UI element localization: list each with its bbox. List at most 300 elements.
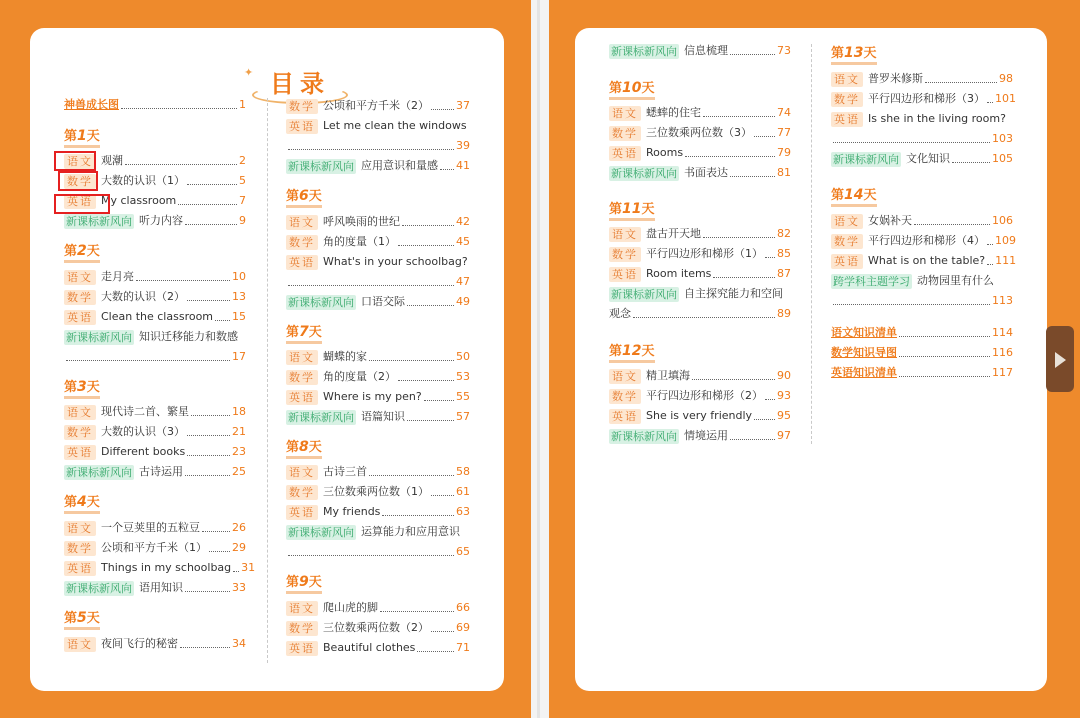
subject-tag: 新课标新风向 <box>611 166 677 180</box>
page-number: 71 <box>456 641 470 654</box>
subject-tag: 数学 <box>64 174 96 189</box>
leader-dots <box>233 571 239 572</box>
column-divider <box>811 44 812 444</box>
leader-dots <box>288 555 454 556</box>
page-number: 2 <box>239 154 246 167</box>
leader-dots <box>987 244 993 245</box>
subject-tag: 新课标新风向 <box>611 429 677 443</box>
leader-dots <box>914 224 990 225</box>
page-number: 26 <box>232 521 246 534</box>
toc-entry[interactable] <box>64 287 246 307</box>
leader-dots <box>187 300 230 301</box>
page-number: 5 <box>239 174 246 187</box>
leader-dots <box>899 376 990 377</box>
page-number: 39 <box>456 139 470 152</box>
subject-tag: 数学 <box>831 234 863 249</box>
leader-dots <box>369 475 454 476</box>
page-number: 17 <box>232 350 246 363</box>
entry-label-continued: 观念 <box>609 307 631 320</box>
leader-dots <box>424 400 454 401</box>
subject-tag: 数学 <box>64 541 96 556</box>
day-heading: 第1天 <box>64 128 100 148</box>
subject-tag: 新课标新风向 <box>66 581 132 595</box>
page-number: 1 <box>239 98 246 111</box>
toc-entry[interactable] <box>831 363 1013 383</box>
entry-label: 平行四边形和梯形（4） <box>868 234 985 247</box>
leader-dots <box>925 82 997 83</box>
toc-entry[interactable] <box>609 163 791 183</box>
entry-label: 精卫填海 <box>646 369 690 382</box>
leader-dots <box>209 551 230 552</box>
page-number: 89 <box>777 307 791 320</box>
page-number: 18 <box>232 405 246 418</box>
subject-tag: 语文 <box>64 154 96 169</box>
subject-tag: 语文 <box>64 521 96 536</box>
subject-tag: 英语 <box>64 445 96 460</box>
annotation-box-shuxue <box>58 171 98 191</box>
leader-dots <box>136 280 230 281</box>
subject-tag: 新课标新风向 <box>288 410 354 424</box>
toc-entry[interactable] <box>64 402 246 422</box>
entry-label: 古诗运用 <box>139 465 183 478</box>
leader-dots <box>730 176 775 177</box>
subject-tag: 英语 <box>831 254 863 269</box>
day-heading: 第6天 <box>286 188 322 208</box>
page-number: 97 <box>777 429 791 442</box>
page-number: 61 <box>456 485 470 498</box>
subject-tag: 英语 <box>831 112 863 127</box>
entry-label: My classroom <box>101 194 177 207</box>
leader-dots <box>288 285 454 286</box>
page-number: 116 <box>992 346 1013 359</box>
leader-dots <box>369 360 454 361</box>
toc-entry[interactable] <box>831 343 1013 363</box>
right-page <box>575 28 1047 691</box>
subject-tag: 英语 <box>609 267 641 282</box>
subject-tag: 语文 <box>64 405 96 420</box>
leader-dots <box>899 336 990 337</box>
page-number: 98 <box>999 72 1013 85</box>
page-spine <box>531 0 549 718</box>
leader-dots <box>899 356 990 357</box>
subject-tag: 数学 <box>64 290 96 305</box>
day-heading: 第8天 <box>286 439 322 459</box>
day-heading: 第11天 <box>609 201 655 221</box>
toc-entry[interactable] <box>831 271 1013 291</box>
entry-label: 平行四边形和梯形（1） <box>646 247 763 260</box>
subject-tag: 英语 <box>64 561 96 576</box>
toc-entry[interactable] <box>609 406 791 426</box>
toc-entry[interactable] <box>609 264 791 284</box>
leader-dots <box>685 156 775 157</box>
toc-entry-continuation[interactable] <box>286 136 470 156</box>
entry-label: 动物园里有什么 <box>917 274 994 287</box>
toc-entry[interactable] <box>831 109 1013 129</box>
page-number: 15 <box>232 310 246 323</box>
page-number: 63 <box>456 505 470 518</box>
page-number: 25 <box>232 465 246 478</box>
entry-label: 信息梳理 <box>684 44 728 57</box>
subject-tag: 语文 <box>286 601 318 616</box>
leader-dots <box>187 184 237 185</box>
next-page-button[interactable] <box>1046 326 1074 392</box>
subject-tag: 英语 <box>64 194 96 209</box>
toc-entry-continuation[interactable] <box>64 347 246 367</box>
entry-label: 数学知识导图 <box>831 346 897 359</box>
entry-label: 神兽成长图 <box>64 98 119 111</box>
subject-tag: 跨学科主题学习 <box>833 274 910 288</box>
page-title: 目录 <box>270 70 330 98</box>
entry-label: What's in your schoolbag? <box>323 255 468 268</box>
leader-dots <box>407 305 454 306</box>
page-number: 103 <box>992 132 1013 145</box>
entry-label: Things in my schoolbag <box>101 561 232 574</box>
entry-label: 大数的认识（3） <box>101 425 185 438</box>
subject-tag: 新课标新风向 <box>66 330 132 344</box>
leader-dots <box>407 420 454 421</box>
subject-tag: 语文 <box>831 214 863 229</box>
page-number: 49 <box>456 295 470 308</box>
sparkle-icon: ✦ <box>244 66 254 79</box>
leader-dots <box>125 164 237 165</box>
subject-tag: 数学 <box>286 621 318 636</box>
entry-label: Rooms <box>646 146 684 159</box>
leader-dots <box>833 142 990 143</box>
entry-label: 大数的认识（1） <box>101 174 185 187</box>
page-number: 90 <box>777 369 791 382</box>
subject-tag: 语文 <box>609 369 641 384</box>
entry-label: 平行四边形和梯形（3） <box>868 92 985 105</box>
leader-dots <box>833 304 990 305</box>
page-number: 117 <box>992 366 1013 379</box>
page-number: 13 <box>232 290 246 303</box>
toc-entry[interactable] <box>286 367 470 387</box>
entry-label: 应用意识和量感 <box>361 159 438 172</box>
subject-tag: 新课标新风向 <box>833 152 899 166</box>
entry-label: 走月亮 <box>101 270 134 283</box>
toc-entry[interactable] <box>64 442 246 462</box>
day-heading: 第10天 <box>609 80 655 100</box>
subject-tag: 新课标新风向 <box>66 214 132 228</box>
toc-entry[interactable] <box>831 89 1016 109</box>
entry-label: 情境运用 <box>684 429 728 442</box>
page-number: 114 <box>992 326 1013 339</box>
leader-dots <box>987 264 993 265</box>
subject-tag: 英语 <box>286 390 318 405</box>
toc-entry[interactable] <box>286 598 470 618</box>
subject-tag: 新课标新风向 <box>611 44 677 58</box>
toc-entry[interactable] <box>286 347 470 367</box>
toc-entry[interactable] <box>286 638 470 658</box>
page-number: 41 <box>456 159 470 172</box>
leader-dots <box>66 360 230 361</box>
toc-entry[interactable] <box>64 518 246 538</box>
page-number: 66 <box>456 601 470 614</box>
subject-tag: 数学 <box>64 425 96 440</box>
entry-label: 语用知识 <box>139 581 183 594</box>
entry-label: She is very friendly <box>646 409 753 422</box>
toc-entry[interactable] <box>609 41 791 61</box>
entry-label: 英语知识清单 <box>831 366 897 379</box>
toc-entry[interactable] <box>64 211 246 231</box>
leader-dots <box>952 162 990 163</box>
subject-tag: 语文 <box>609 106 641 121</box>
subject-tag: 语文 <box>64 270 96 285</box>
toc-entry-continuation[interactable] <box>286 542 470 562</box>
toc-entry[interactable] <box>64 462 246 482</box>
page-number: 93 <box>777 389 791 402</box>
subject-tag: 语文 <box>64 637 96 652</box>
leader-dots <box>187 435 230 436</box>
page-number: 87 <box>777 267 791 280</box>
leader-dots <box>431 109 454 110</box>
toc-entry[interactable] <box>286 252 470 272</box>
subject-tag: 语文 <box>286 350 318 365</box>
leader-dots <box>380 611 454 612</box>
page-number: 29 <box>232 541 246 554</box>
day-heading: 第5天 <box>64 610 100 630</box>
left-page <box>30 28 504 691</box>
entry-label: 语篇知识 <box>361 410 405 423</box>
toc-entry[interactable] <box>609 224 791 244</box>
leader-dots <box>765 399 775 400</box>
entry-label: 蟋蟀的住宅 <box>646 106 701 119</box>
toc-entry[interactable] <box>286 407 470 427</box>
subject-tag: 新课标新风向 <box>611 287 677 301</box>
subject-tag: 英语 <box>609 409 641 424</box>
page-number: 42 <box>456 215 470 228</box>
entry-label: 观潮 <box>101 154 123 167</box>
entry-label: 现代诗二首、繁星 <box>101 405 189 418</box>
page-number: 109 <box>995 234 1016 247</box>
day-heading: 第13天 <box>831 45 877 65</box>
leader-dots <box>713 277 775 278</box>
entry-label: 听力内容 <box>139 214 183 227</box>
entry-label: 三位数乘两位数（1） <box>323 485 429 498</box>
toc-entry[interactable] <box>831 323 1013 343</box>
chevron-right-icon <box>1055 352 1066 368</box>
day-heading: 第4天 <box>64 494 100 514</box>
day-heading: 第12天 <box>609 343 655 363</box>
entry-label: 公顷和平方千米（1） <box>101 541 207 554</box>
leader-dots <box>431 495 454 496</box>
page-number: 57 <box>456 410 470 423</box>
page-number: 106 <box>992 214 1013 227</box>
leader-dots <box>180 647 230 648</box>
day-heading: 第3天 <box>64 379 100 399</box>
page-number: 81 <box>777 166 791 179</box>
toc-entry[interactable] <box>286 522 470 542</box>
page-number: 69 <box>456 621 470 634</box>
page-number: 74 <box>777 106 791 119</box>
subject-tag: 数学 <box>831 92 863 107</box>
page-number: 111 <box>995 254 1017 267</box>
toc-entry[interactable] <box>64 558 256 578</box>
toc-entry-continuation[interactable] <box>831 129 1013 149</box>
day-heading: 第7天 <box>286 324 322 344</box>
leader-dots <box>121 108 237 109</box>
page-number: 105 <box>992 152 1013 165</box>
day-heading: 第14天 <box>831 187 877 207</box>
leader-dots <box>398 380 454 381</box>
entry-label: 蝴蝶的家 <box>323 350 367 363</box>
entry-label: 语文知识清单 <box>831 326 897 339</box>
leader-dots <box>633 317 775 318</box>
leader-dots <box>202 531 230 532</box>
toc-entry[interactable] <box>286 462 470 482</box>
entry-label: 文化知识 <box>906 152 950 165</box>
page-number: 85 <box>777 247 791 260</box>
leader-dots <box>692 379 775 380</box>
entry-label: Where is my pen? <box>323 390 422 403</box>
leader-dots <box>754 419 775 420</box>
subject-tag: 英语 <box>64 310 96 325</box>
toc-entry[interactable] <box>831 149 1013 169</box>
subject-tag: 数学 <box>609 247 641 262</box>
page-number: 34 <box>232 637 246 650</box>
leader-dots <box>215 320 230 321</box>
toc-entry[interactable] <box>831 231 1016 251</box>
subject-tag: 英语 <box>286 119 318 134</box>
toc-entry-continuation[interactable] <box>831 291 1013 311</box>
toc-entry[interactable] <box>609 366 791 386</box>
entry-label: Different books <box>101 445 186 458</box>
leader-dots <box>398 245 454 246</box>
subject-tag: 英语 <box>286 505 318 520</box>
entry-label: 角的度量（1） <box>323 235 396 248</box>
entry-label: 知识迁移能力和数感 <box>139 330 238 343</box>
page-number: 77 <box>777 126 791 139</box>
page-number: 37 <box>456 99 470 112</box>
page-number: 9 <box>239 214 246 227</box>
entry-label: 呼风唤雨的世纪 <box>323 215 400 228</box>
toc-entry[interactable] <box>286 292 470 312</box>
toc-entry[interactable] <box>609 426 791 446</box>
toc-entry[interactable] <box>609 143 791 163</box>
page-number: 10 <box>232 270 246 283</box>
day-heading: 第2天 <box>64 243 100 263</box>
entry-label: 一个豆荚里的五粒豆 <box>101 521 200 534</box>
toc-entry[interactable] <box>64 267 246 287</box>
subject-tag: 语文 <box>286 215 318 230</box>
subject-tag: 数学 <box>286 99 318 114</box>
subject-tag: 英语 <box>286 641 318 656</box>
subject-tag: 新课标新风向 <box>66 465 132 479</box>
toc-entry[interactable] <box>286 482 470 502</box>
leader-dots <box>187 455 230 456</box>
leader-dots <box>185 224 237 225</box>
page-number: 50 <box>456 350 470 363</box>
subject-tag: 数学 <box>609 126 641 141</box>
toc-entry[interactable] <box>831 251 1017 271</box>
toc-entry[interactable] <box>64 327 246 347</box>
entry-label: 平行四边形和梯形（2） <box>646 389 763 402</box>
toc-entry[interactable] <box>64 307 246 327</box>
subject-tag: 数学 <box>609 389 641 404</box>
page-number: 45 <box>456 235 470 248</box>
toc-entry[interactable] <box>64 578 246 598</box>
toc-entry[interactable] <box>286 96 470 116</box>
entry-label: 大数的认识（2） <box>101 290 185 303</box>
page-number: 95 <box>777 409 791 422</box>
toc-entry[interactable] <box>64 538 246 558</box>
toc-entry[interactable] <box>64 634 246 654</box>
leader-dots <box>987 102 993 103</box>
column-divider <box>267 98 268 663</box>
toc-entry[interactable] <box>286 116 470 136</box>
page-number: 73 <box>777 44 791 57</box>
entry-label: 公顷和平方千米（2） <box>323 99 429 112</box>
entry-label: 书面表达 <box>684 166 728 179</box>
page-number: 82 <box>777 227 791 240</box>
entry-label: 古诗三首 <box>323 465 367 478</box>
toc-entry[interactable] <box>286 212 470 232</box>
subject-tag: 数学 <box>286 370 318 385</box>
subject-tag: 新课标新风向 <box>288 159 354 173</box>
toc-entry[interactable] <box>609 103 791 123</box>
subject-tag: 数学 <box>286 235 318 250</box>
leader-dots <box>402 225 454 226</box>
toc-entry-continuation[interactable] <box>609 304 791 324</box>
entry-label: My friends <box>323 505 381 518</box>
toc-entry[interactable] <box>831 211 1013 231</box>
leader-dots <box>185 475 230 476</box>
toc-entry[interactable] <box>286 502 470 522</box>
leader-dots <box>185 591 230 592</box>
entry-label: 爬山虎的脚 <box>323 601 378 614</box>
leader-dots <box>765 257 775 258</box>
page-number: 53 <box>456 370 470 383</box>
leader-dots <box>703 237 775 238</box>
page-number: 31 <box>241 561 256 574</box>
toc-entry[interactable] <box>286 232 470 252</box>
toc-entry[interactable] <box>286 618 470 638</box>
page-number: 58 <box>456 465 470 478</box>
page-number: 65 <box>456 545 470 558</box>
entry-label: 角的度量（2） <box>323 370 396 383</box>
leader-dots <box>754 136 775 137</box>
page-number: 101 <box>995 92 1016 105</box>
toc-entry[interactable] <box>609 123 791 143</box>
page-number: 23 <box>232 445 246 458</box>
toc-entry[interactable] <box>609 386 791 406</box>
subject-tag: 新课标新风向 <box>288 525 354 539</box>
annotation-box-yuwen <box>54 151 96 171</box>
day-heading: 第9天 <box>286 574 322 594</box>
entry-label: Clean the classroom <box>101 310 214 323</box>
entry-label: 自主探究能力和空间 <box>684 287 783 300</box>
toc-entry[interactable] <box>64 95 246 115</box>
toc-entry[interactable] <box>609 284 791 304</box>
leader-dots <box>191 415 230 416</box>
toc-entry[interactable] <box>64 422 246 442</box>
entry-label: 三位数乘两位数（3） <box>646 126 752 139</box>
entry-label: Room items <box>646 267 712 280</box>
entry-label: 盘古开天地 <box>646 227 701 240</box>
toc-entry[interactable] <box>609 244 791 264</box>
page-number: 55 <box>456 390 470 403</box>
toc-entry[interactable] <box>286 387 470 407</box>
subject-tag: 数学 <box>286 485 318 500</box>
subject-tag: 语文 <box>286 465 318 480</box>
toc-entry[interactable] <box>286 156 470 176</box>
subject-tag: 英语 <box>609 146 641 161</box>
page-number: 47 <box>456 275 470 288</box>
leader-dots <box>288 149 454 150</box>
page-number: 113 <box>992 294 1013 307</box>
toc-entry[interactable] <box>831 69 1013 89</box>
toc-entry-continuation[interactable] <box>286 272 470 292</box>
